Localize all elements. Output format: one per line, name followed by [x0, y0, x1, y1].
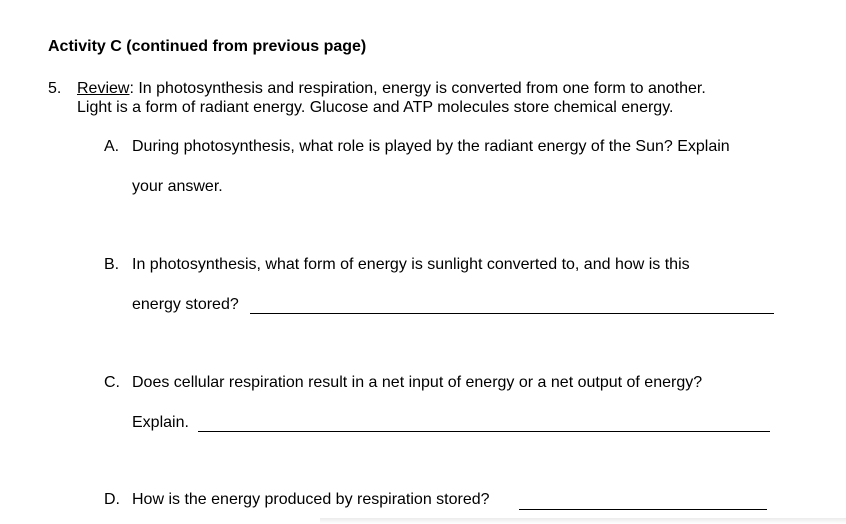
question-number: 5. [48, 80, 62, 97]
page-edge-shadow [320, 518, 846, 524]
part-c-answer-blank[interactable] [198, 431, 770, 432]
part-b-line-2: energy stored? [132, 296, 239, 313]
part-a-line-1: During photosynthesis, what role is played by the radiant energy of the Sun? Explain [132, 138, 730, 155]
question-line-1 [77, 80, 706, 98]
part-b-answer-blank[interactable] [250, 313, 774, 314]
part-c-letter: C. [104, 374, 120, 391]
part-c-line-2: Explain. [132, 414, 189, 431]
question-line-1-text: : In photosynthesis and respiration, energy is converted from one form to another. [129, 80, 706, 97]
part-d-letter: D. [104, 491, 120, 508]
part-d-line-1: How is the energy produced by respiration stored? [132, 491, 490, 508]
part-a-letter: A. [104, 138, 120, 155]
question-line-2: Light is a form of radiant energy. Glucose and ATP molecules store chemical energy. [77, 99, 674, 116]
part-a-line-2: your answer. [132, 178, 223, 195]
part-b-letter: B. [104, 256, 120, 273]
part-b-line-1: In photosynthesis, what form of energy is sunlight converted to, and how is this [132, 256, 690, 273]
activity-heading: Activity C (continued from previous page) [48, 38, 367, 55]
part-c-line-1: Does cellular respiration result in a net input of energy or a net output of energy? [132, 374, 703, 391]
part-d-answer-blank[interactable] [519, 509, 767, 510]
review-label: Review [77, 80, 130, 97]
